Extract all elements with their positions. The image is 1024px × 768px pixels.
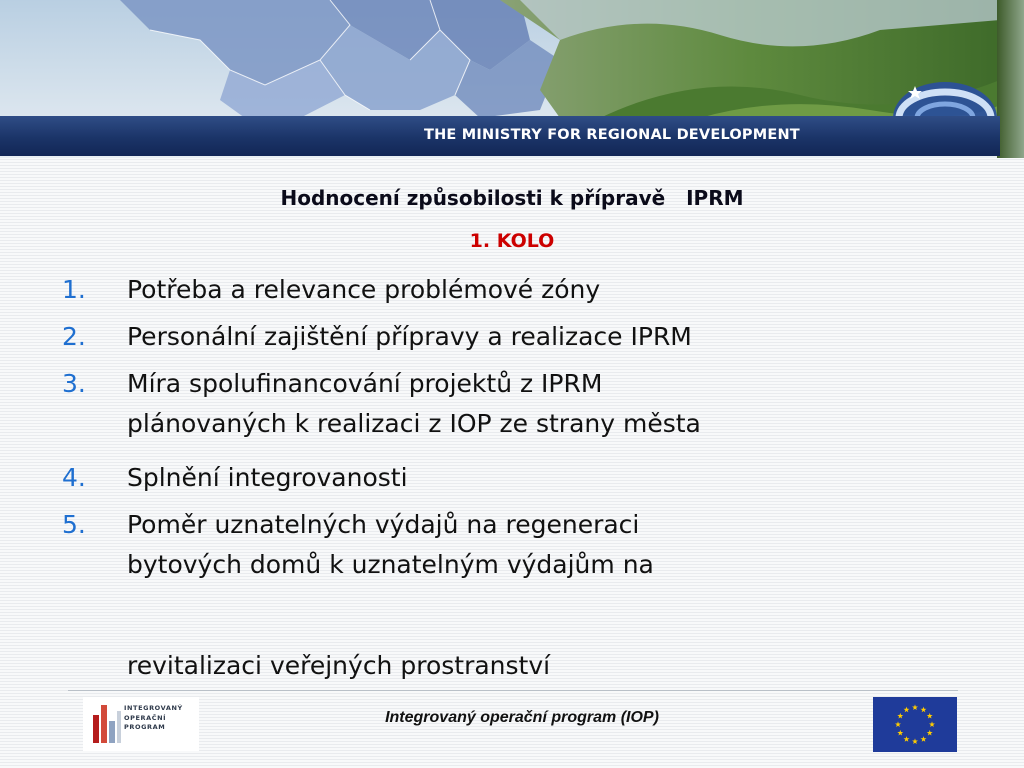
- eu-star-icon: [921, 707, 927, 713]
- eu-star-icon: [895, 721, 901, 727]
- criterion-text-line: Splnění integrovanosti: [127, 463, 408, 492]
- criterion-text-line: Personální zajištění přípravy a realizace IPRM: [127, 322, 692, 351]
- eu-star-icon: [929, 721, 935, 727]
- banner-right-edge: [997, 0, 1024, 158]
- criterion-text-line: Potřeba a relevance problémové zóny: [127, 275, 601, 304]
- criterion-number: 4.: [62, 463, 86, 492]
- criterion-text-line: Poměr uznatelných výdajů na regeneraci: [127, 510, 640, 539]
- header-banner: [0, 0, 1024, 158]
- eu-star-icon: [927, 713, 933, 719]
- eu-star-icon: [904, 707, 910, 713]
- footer-caption: Integrovaný operační program (IOP): [385, 709, 659, 726]
- criterion-text-line: revitalizaci veřejných prostranství: [127, 651, 551, 680]
- slide-subtitle: 1. KOLO: [469, 230, 555, 252]
- eu-star-icon: [921, 736, 927, 742]
- iop-logo-text: INTEGROVANÝ OPERAČNÍ PROGRAM: [124, 704, 183, 731]
- criterion-text-line: bytových domů k uznatelným výdajům na: [127, 550, 654, 579]
- eu-star-icon: [897, 730, 903, 736]
- ministry-title: THE MINISTRY FOR REGIONAL DEVELOPMENT: [424, 127, 800, 143]
- eu-star-icon: [904, 736, 910, 742]
- slide-title: Hodnocení způsobilosti k přípravě IPRM: [280, 186, 744, 210]
- eu-star-icon: [927, 730, 933, 736]
- criterion-text-line: Míra spolufinancování projektů z IPRM: [127, 369, 603, 398]
- eu-star-icon: [912, 738, 918, 744]
- criterion-number: 5.: [62, 510, 86, 539]
- eu-star-icon: [897, 713, 903, 719]
- criterion-number: 2.: [62, 322, 86, 351]
- criterion-number: 3.: [62, 369, 86, 398]
- eu-star-icon: [912, 704, 918, 710]
- eu-flag-icon: [873, 697, 957, 752]
- eu-stars: [873, 697, 957, 752]
- criterion-text-line: plánovaných k realizaci z IOP ze strany města: [127, 409, 701, 438]
- criterion-number: 1.: [62, 275, 86, 304]
- footer-divider: [68, 690, 958, 691]
